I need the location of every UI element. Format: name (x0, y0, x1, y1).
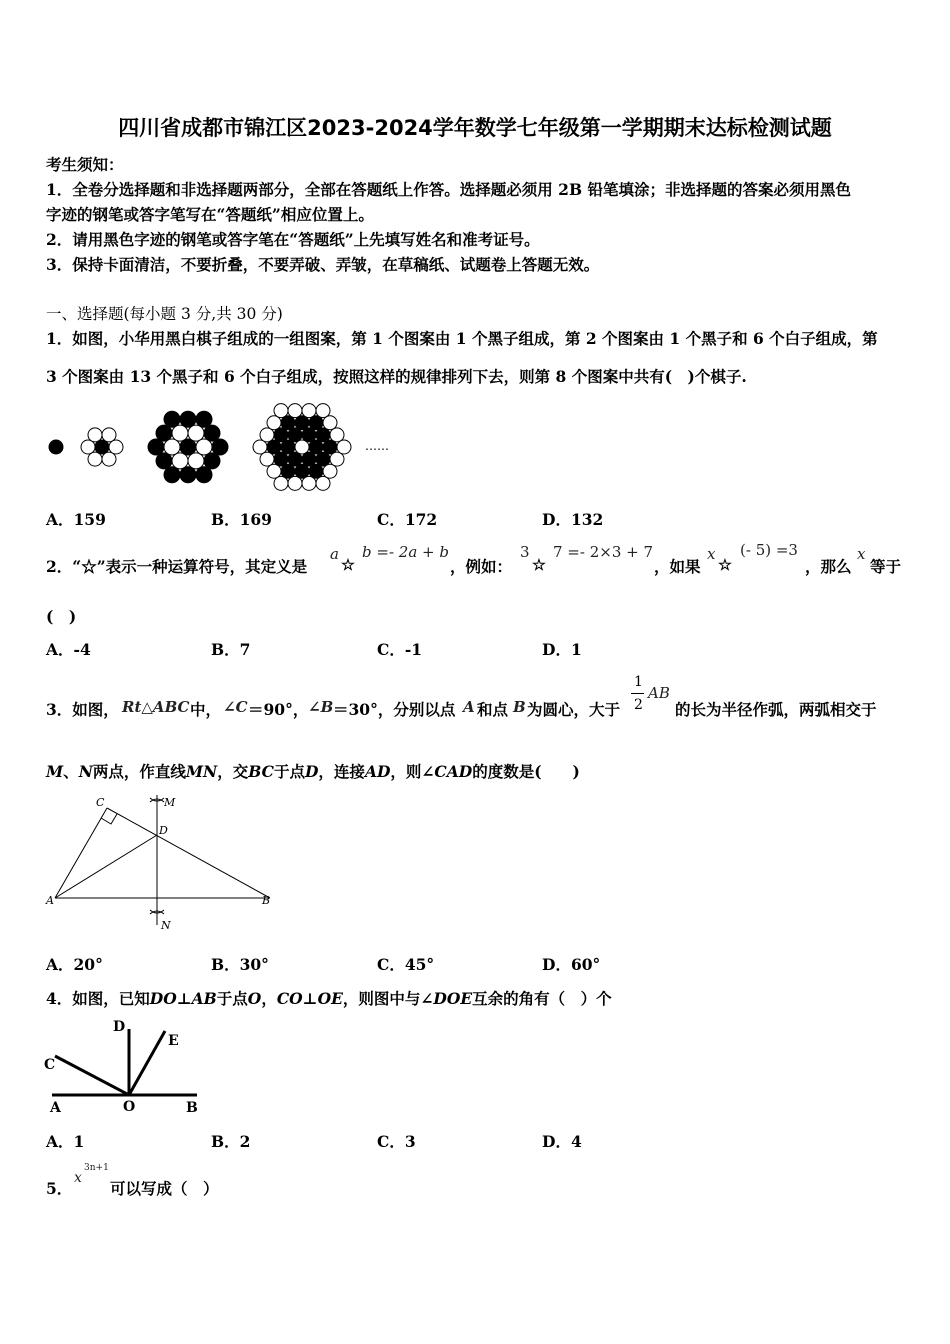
label-o: O (123, 1099, 136, 1115)
q2-option-b: B．7 (211, 640, 251, 659)
q2-math-a: a (330, 545, 339, 563)
pattern-3 (148, 411, 228, 482)
q3-math-point-b: B (513, 698, 526, 716)
q4-perp-2: ⊥ (302, 989, 318, 1008)
q2-math-x-2: x (857, 545, 866, 563)
pattern-ellipsis: …… (365, 439, 389, 453)
q5-text: 可以写成（ ） (110, 1179, 219, 1198)
stone-white (188, 425, 204, 441)
stone-black (204, 425, 220, 441)
stone-black (164, 467, 180, 483)
q3-point-m: M (46, 762, 64, 781)
q4-text-part-6: ，则图中与 (342, 989, 421, 1008)
stone-black (288, 452, 302, 466)
notice-heading: 考生须知： (46, 155, 124, 174)
q2-text-part-2: ，例如： (450, 557, 513, 576)
q3-math-ab: AB (648, 684, 670, 702)
notice-item-2: 2．请用黑色字迹的钢笔或答字笔在“答题纸”上先填写姓名和准考证号。 (46, 230, 540, 249)
q3-text-part-5: 和点 (477, 700, 509, 719)
q3-fraction-numerator: 1 (634, 674, 643, 690)
notice-item-1-line-2: 字迹的钢笔或答字笔写在“答题纸”相应位置上。 (46, 205, 374, 224)
stone-black (164, 411, 180, 427)
section-heading: 一、选择题(每小题 3 分,共 30 分) (46, 305, 283, 323)
stone-white (267, 464, 281, 478)
segment-ad (55, 835, 157, 898)
stone-black (309, 440, 323, 454)
q1-text-line-2: 3 个图案由 13 个黑子和 6 个白子组成，按照这样的规律排列下去，则第 8 个图案中共有( )个棋子. (46, 367, 747, 386)
q3-text-ask: 的度数是( ) (472, 762, 580, 781)
q3-text-part-1: 3．如图， (46, 700, 119, 719)
q2-math-example: 7 =- 2×3 + 7 (553, 543, 654, 561)
q4-comma: ， (261, 989, 277, 1008)
q4-angle-figure (40, 1013, 210, 1118)
q4-option-c: C．3 (377, 1132, 416, 1151)
q4-segment-co: CO (276, 989, 303, 1008)
stone-white (172, 425, 188, 441)
q3-point-d: D (304, 762, 319, 781)
ray-oe (129, 1031, 165, 1095)
label-n: N (161, 919, 171, 932)
q3-option-c: C．45° (377, 955, 435, 974)
q2-math-x: x (707, 545, 716, 563)
segment-ac (55, 808, 107, 898)
q4-text-part-1: 4．如图，已知 (46, 989, 150, 1008)
stone-black (49, 440, 63, 454)
stone-white (88, 452, 102, 466)
stone-black (316, 428, 330, 442)
q3-angle-cad: ∠CAD (421, 762, 473, 781)
q4-option-b: B．2 (211, 1132, 251, 1151)
q2-star-1: ☆ (341, 555, 355, 574)
q3-text-part-2: 中， (190, 700, 222, 719)
stone-black (212, 439, 228, 455)
stone-white (323, 416, 337, 430)
label-e: E (168, 1033, 179, 1049)
q3-fraction-bar (631, 693, 644, 694)
q1-option-b: B．169 (211, 510, 272, 529)
q3-text-then: ，则 (390, 762, 422, 781)
q3-option-d: D．60° (542, 955, 601, 974)
q4-angle-doe: ∠DOE (420, 989, 473, 1008)
label-b: B (262, 894, 271, 907)
label-b: B (186, 1100, 198, 1116)
stone-black (309, 416, 323, 430)
q3-math-angle-c: ∠C (223, 698, 248, 716)
q3-option-a: A．20° (46, 955, 103, 974)
stone-black (281, 464, 295, 478)
stone-white (316, 404, 330, 418)
q3-text-part-6: 为圆心，大于 (527, 700, 621, 719)
stone-white (196, 439, 212, 455)
stone-white (274, 404, 288, 418)
stone-white (253, 440, 267, 454)
q2-text-part-4: ，那么 (805, 557, 852, 576)
q1-option-d: D．132 (542, 510, 604, 529)
stone-black (309, 464, 323, 478)
ray-oc (55, 1056, 129, 1095)
q2-answer-paren: ( ) (46, 607, 77, 626)
stone-white (102, 428, 116, 442)
stone-white (172, 453, 188, 469)
q3-text-part-7: 的长为半径作弧，两弧相交于 (675, 700, 877, 719)
stone-white (316, 476, 330, 490)
q2-math-condition: (- 5) =3 (740, 541, 798, 559)
stone-white (323, 464, 337, 478)
stone-white (267, 416, 281, 430)
q2-text-part-5: 等于 (870, 557, 902, 576)
q4-option-a: A．1 (46, 1132, 85, 1151)
stone-white (295, 440, 309, 454)
stone-black (274, 452, 288, 466)
pattern-4 (253, 404, 351, 491)
q4-point-o: O (247, 989, 262, 1008)
stone-black (196, 411, 212, 427)
stone-white (288, 476, 302, 490)
segment-cb (107, 808, 270, 898)
q3-option-b: B．30° (211, 955, 269, 974)
page-title: 四川省成都市锦江区2023-2024学年数学七年级第一学期期末达标检测试题 (118, 116, 832, 140)
q4-text (46, 987, 612, 1009)
q3-text-part-3: ＝90°， (248, 700, 309, 719)
q2-text-part-3: ，如果 (654, 557, 701, 576)
q3-math-angle-b: ∠B (308, 698, 334, 716)
stone-white (109, 440, 123, 454)
stone-black (180, 411, 196, 427)
stone-black (302, 428, 316, 442)
q1-option-c: C．172 (377, 510, 438, 529)
q3-math-point-a: A (463, 698, 475, 716)
q4-perp-1: ⊥ (176, 989, 192, 1008)
q3-text-connect: ，连接 (318, 762, 365, 781)
q3-point-n: N (78, 762, 93, 781)
q4-segment-ab: AB (191, 989, 217, 1008)
q3-text-intersect: ，交 (217, 762, 249, 781)
q2-math-definition: b =- 2a + b (362, 543, 449, 561)
q3-text-part-4: ＝30°，分别以点 (333, 700, 456, 719)
q4-text-part-3: 于点 (216, 989, 248, 1008)
stone-black (323, 440, 337, 454)
q1-option-a: A．159 (46, 510, 106, 529)
stone-black (274, 428, 288, 442)
q3-text-two-points: 两点，作直线 (92, 762, 186, 781)
stone-black (148, 439, 164, 455)
label-m: M (164, 796, 176, 809)
stone-white (337, 440, 351, 454)
q2-star-2: ☆ (532, 555, 546, 574)
stone-black (295, 416, 309, 430)
q2-text-part-1: 2．“☆”表示一种运算符号，其定义是 (46, 557, 308, 576)
q3-segment-bc: BC (248, 762, 274, 781)
q2-option-c: C．-1 (377, 640, 423, 659)
label-d: D (113, 1019, 126, 1035)
q3-line-mn: MN (185, 762, 218, 781)
q3-text-line-2 (46, 760, 580, 782)
q3-fraction-denominator: 2 (634, 697, 643, 713)
stone-white (164, 439, 180, 455)
label-a: A (46, 894, 54, 907)
q3-triangle-figure (40, 790, 280, 940)
stone-white (88, 428, 102, 442)
stone-black (316, 452, 330, 466)
pattern-1 (49, 440, 63, 454)
stone-black (196, 467, 212, 483)
pattern-2 (81, 428, 123, 466)
stone-black (295, 464, 309, 478)
q1-text-line-1: 1．如图，小华用黑白棋子组成的一组图案，第 1 个图案由 1 个黑子组成，第 2 个图案由 1 个黑子和 6 个白子组成，第 (46, 329, 878, 348)
right-angle-mark (101, 814, 117, 824)
stone-black (156, 453, 172, 469)
q5-math-base: x (74, 1170, 82, 1186)
q2-option-d: D．1 (542, 640, 582, 659)
stone-white (288, 404, 302, 418)
q3-separator: 、 (63, 762, 79, 781)
q2-math-example-left: 3 (520, 543, 530, 561)
q5-number: 5． (46, 1179, 73, 1198)
q4-option-d: D．4 (542, 1132, 582, 1151)
q5-math-exponent: 3n+1 (84, 1163, 109, 1173)
stone-white (302, 476, 316, 490)
stone-white (188, 453, 204, 469)
stone-white (260, 452, 274, 466)
q3-text-at-point: 于点 (273, 762, 305, 781)
stone-black (288, 428, 302, 442)
q2-option-a: A．-4 (46, 640, 91, 659)
stone-black (95, 440, 109, 454)
q4-segment-do: DO (149, 989, 177, 1008)
stone-black (267, 440, 281, 454)
stone-black (204, 453, 220, 469)
stone-white (274, 476, 288, 490)
q1-go-pattern-figure (40, 395, 400, 500)
stone-black (281, 440, 295, 454)
q3-math-rt-triangle: Rt△ABC (122, 698, 190, 716)
stone-black (302, 452, 316, 466)
stone-black (180, 439, 196, 455)
q4-segment-oe: OE (317, 989, 343, 1008)
stone-white (330, 428, 344, 442)
stone-white (330, 452, 344, 466)
stone-black (156, 425, 172, 441)
label-d: D (159, 824, 168, 837)
label-c: C (44, 1057, 56, 1073)
label-c: C (96, 796, 105, 809)
q3-segment-ad: AD (364, 762, 391, 781)
q4-text-part-7: 互余的角有（ ）个 (472, 989, 612, 1008)
q2-star-3: ☆ (718, 555, 732, 574)
stone-white (260, 428, 274, 442)
stone-white (102, 452, 116, 466)
stone-black (180, 467, 196, 483)
stone-white (302, 404, 316, 418)
label-a: A (50, 1100, 61, 1116)
notice-item-3: 3．保持卡面清洁，不要折叠，不要弄破、弄皱，在草稿纸、试题卷上答题无效。 (46, 255, 600, 274)
notice-item-1-line-1: 1．全卷分选择题和非选择题两部分，全部在答题纸上作答。选择题必须用 2B 铅笔填涂；非选择题的答案必须用黑色 (46, 180, 851, 199)
stone-white (81, 440, 95, 454)
stone-black (281, 416, 295, 430)
